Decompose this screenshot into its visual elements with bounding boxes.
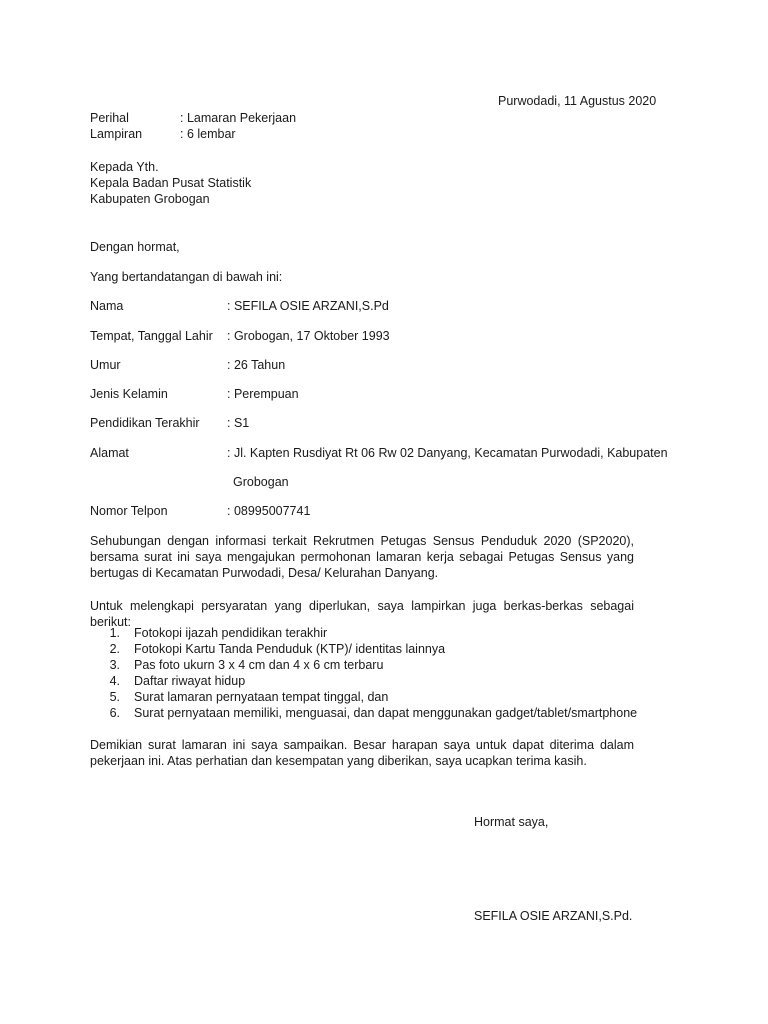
identity-alamat-continued: Grobogan bbox=[233, 475, 289, 489]
identity-label: Alamat bbox=[90, 446, 129, 460]
list-text: Pas foto ukurn 3 x 4 cm dan 4 x 6 cm terbaru bbox=[134, 658, 384, 672]
perihal-value: : Lamaran Pekerjaan bbox=[180, 111, 297, 125]
identity-alamat bbox=[90, 445, 668, 461]
intro-line: Yang bertandatangan di bawah ini: bbox=[90, 270, 283, 284]
list-item bbox=[90, 625, 637, 641]
list-text: Fotokopi Kartu Tanda Penduduk (KTP)/ identitas lainnya bbox=[134, 642, 446, 656]
perihal-row bbox=[90, 110, 296, 126]
identity-value: : SEFILA OSIE ARZANI,S.Pd bbox=[227, 299, 389, 313]
list-item bbox=[90, 689, 637, 705]
paragraph-closing: Demikian surat lamaran ini saya sampaikan. Besar harapan saya untuk dapat diterima dalam pekerjaan ini. Atas perhatian dan kesempatan yang diberikan, saya ucapkan terima kasih. bbox=[90, 738, 634, 768]
list-number: 3. bbox=[109, 658, 120, 672]
identity-telpon bbox=[90, 503, 310, 519]
identity-ttl bbox=[90, 328, 390, 344]
perihal-label: Perihal bbox=[90, 111, 129, 125]
lampiran-value: : 6 lembar bbox=[180, 127, 236, 141]
identity-label: Nomor Telpon bbox=[90, 504, 168, 518]
identity-nama bbox=[90, 298, 389, 314]
identity-pendidikan bbox=[90, 415, 249, 431]
recipient-line-2: Kepala Badan Pusat Statistik bbox=[90, 176, 252, 190]
identity-label: Umur bbox=[90, 358, 121, 372]
date-line: Purwodadi, 11 Agustus 2020 bbox=[498, 94, 657, 108]
identity-label: Pendidikan Terakhir bbox=[90, 416, 200, 430]
paragraph-purpose: Sehubungan dengan informasi terkait Rekrutmen Petugas Sensus Penduduk 2020 (SP2020), bersama surat ini saya mengajukan permohonan lamaran kerja sebagai Petugas Sensus yang bertugas di Kecamatan Purwodadi, Desa/ Kelurahan Danyang. bbox=[90, 534, 634, 580]
recipient-line-3: Kabupaten Grobogan bbox=[90, 192, 210, 206]
list-text: Surat lamaran pernyataan tempat tinggal, dan bbox=[134, 690, 389, 704]
identity-value: : Jl. Kapten Rusdiyat Rt 06 Rw 02 Danyang, Kecamatan Purwodadi, Kabupaten bbox=[227, 446, 668, 460]
list-text: Daftar riwayat hidup bbox=[134, 674, 246, 688]
list-item bbox=[90, 641, 637, 657]
identity-value: : S1 bbox=[227, 416, 250, 430]
identity-jenis-kelamin bbox=[90, 386, 299, 402]
identity-label: Jenis Kelamin bbox=[90, 387, 168, 401]
paragraph-attachments-intro: Untuk melengkapi persyaratan yang diperlukan, saya lampirkan juga berkas-berkas sebagai berikut: bbox=[90, 599, 634, 629]
list-text: Fotokopi ijazah pendidikan terakhir bbox=[134, 626, 328, 640]
list-number: 1. bbox=[109, 626, 120, 640]
list-text: Surat pernyataan memiliki, menguasai, dan dapat menggunakan gadget/tablet/smartphone bbox=[134, 706, 638, 720]
list-number: 2. bbox=[109, 642, 120, 656]
list-number: 6. bbox=[109, 706, 120, 720]
list-item bbox=[90, 705, 637, 721]
identity-value: : 08995007741 bbox=[227, 504, 311, 518]
closing-salutation: Hormat saya, bbox=[474, 815, 549, 829]
recipient-line-1: Kepada Yth. bbox=[90, 160, 159, 174]
list-number: 4. bbox=[109, 674, 120, 688]
signature-name: SEFILA OSIE ARZANI,S.Pd. bbox=[474, 909, 633, 923]
identity-value: : Grobogan, 17 Oktober 1993 bbox=[227, 329, 390, 343]
list-item bbox=[90, 673, 637, 689]
lampiran-label: Lampiran bbox=[90, 127, 143, 141]
attachment-list bbox=[90, 625, 637, 721]
identity-label: Tempat, Tanggal Lahir bbox=[90, 329, 213, 343]
identity-value: : 26 Tahun bbox=[227, 358, 286, 372]
lampiran-row bbox=[90, 126, 236, 142]
list-item bbox=[90, 657, 637, 673]
identity-label: Nama bbox=[90, 299, 124, 313]
greeting: Dengan hormat, bbox=[90, 240, 180, 254]
list-number: 5. bbox=[109, 690, 120, 704]
identity-umur bbox=[90, 357, 285, 373]
identity-value: : Perempuan bbox=[227, 387, 299, 401]
